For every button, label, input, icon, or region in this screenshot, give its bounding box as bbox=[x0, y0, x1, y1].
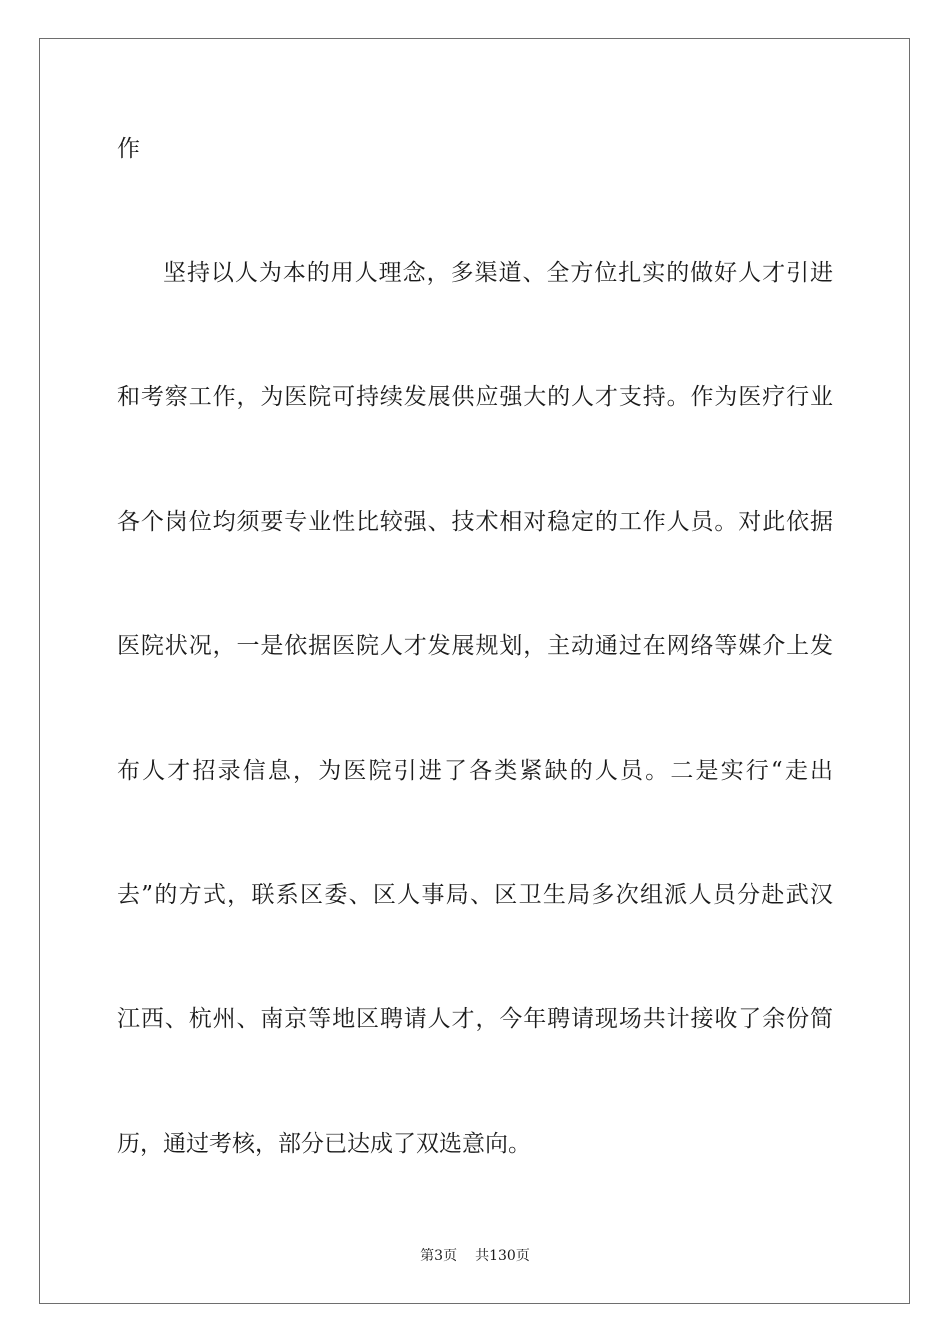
paragraph-last-line: 历，通过考核，部分已达成了双选意向。 bbox=[117, 1131, 531, 1157]
text-line: 江西、杭州、南京等地区聘请人才，今年聘请现场共计接收了余份简 bbox=[117, 1006, 833, 1032]
page-number: 第3页 bbox=[420, 1248, 458, 1264]
text-line: 医院状况，一是依据医院人才发展规划，主动通过在网络等媒介上发 bbox=[117, 633, 833, 659]
text-line: 去”的方式，联系区委、区人事局、区卫生局多次组派人员分赴武汉 bbox=[117, 882, 833, 908]
text-line: 布人才招录信息，为医院引进了各类紧缺的人员。二是实行“走出 bbox=[117, 758, 833, 784]
text-line: 和考察工作，为医院可持续发展供应强大的人才支持。作为医疗行业 bbox=[117, 384, 833, 410]
page-frame bbox=[39, 38, 910, 1304]
total-pages: 共130页 bbox=[475, 1248, 530, 1264]
paragraph-first-line: 坚持以人为本的用人理念，多渠道、全方位扎实的做好人才引进 bbox=[163, 260, 833, 286]
page-footer bbox=[0, 1247, 950, 1265]
text-line: 作 bbox=[117, 136, 140, 162]
text-line: 各个岗位均须要专业性比较强、技术相对稳定的工作人员。对此依据 bbox=[117, 509, 833, 535]
